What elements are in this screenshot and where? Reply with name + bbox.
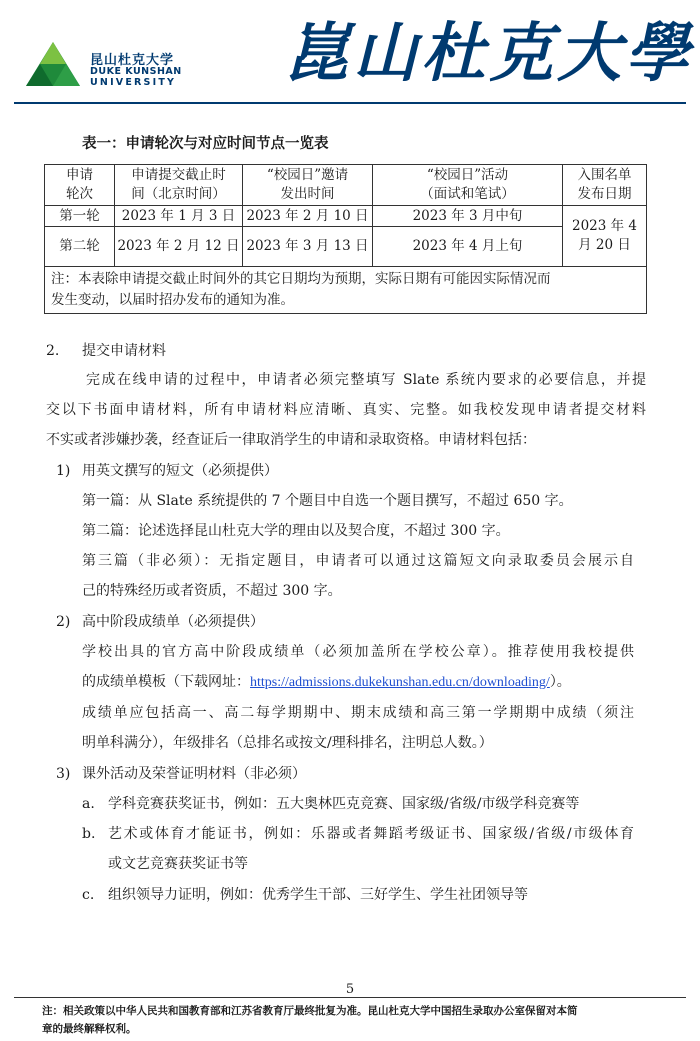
page-number: 5 <box>345 982 355 997</box>
calligraphy-title: 崑山杜克大學 <box>285 16 693 91</box>
item-number: 1) <box>56 463 71 479</box>
subitem-letter: a. <box>82 796 95 812</box>
cell-deadline: 2023 年 1 月 3 日 <box>115 206 243 227</box>
table-row <box>45 206 647 227</box>
header-cell-deadline: 申请提交截止时 间（北京时间） <box>115 165 243 206</box>
cell-invite: 2023 年 2 月 10 日 <box>243 206 373 227</box>
cell-activity: 2023 年 4 月上旬 <box>373 227 563 267</box>
footer-divider <box>14 997 686 998</box>
item-title: 课外活动及荣誉证明材料（非必须） <box>82 766 306 782</box>
intro-line: 交以下书面申请材料，所有申请材料应清晰、真实、完整。如我校发现申请者提交材料 <box>46 402 646 418</box>
logo-english-name-line2: UNIVERSITY <box>90 77 177 88</box>
subitem-text: 学科竞赛获奖证书，例如：五大奥林匹克竞赛、国家级/省级/市级学科竞赛等 <box>108 796 580 812</box>
intro-line: 完成在线申请的过程中，申请者必须完整填写 Slate 系统内要求的必要信息，并提 <box>86 372 646 388</box>
table-title: 表一：申请轮次与对应时间节点一览表 <box>82 135 329 152</box>
section-title: 提交申请材料 <box>82 343 166 359</box>
essay-line: 第三篇（非必须）：无指定题目，申请者可以通过这篇短文向录取委员会展示自 <box>82 553 634 569</box>
logo-english-name-line1: DUKE KUNSHAN <box>90 66 182 77</box>
download-link[interactable]: https://admissions.dukekunshan.edu.cn/downloading/ <box>250 675 550 690</box>
subitem-text: 艺术或体育才能证书，例如：乐器或者舞蹈考级证书、国家级/省级/市级体育 <box>108 826 634 842</box>
header-cell-release: 入围名单 发布日期 <box>563 165 647 206</box>
subitem-letter: b. <box>82 826 96 842</box>
logo-chinese-name: 昆山杜克大学 <box>90 53 175 68</box>
header-cell-round: 申请 轮次 <box>45 165 115 206</box>
intro-line: 不实或者涉嫌抄袭，经查证后一律取消学生的申请和录取资格。申请材料包括： <box>46 432 536 448</box>
cell-round: 第二轮 <box>45 227 115 267</box>
item-title: 高中阶段成绩单（必须提供） <box>82 614 264 630</box>
subitem-text: 或文艺竞赛获奖证书等 <box>108 856 248 872</box>
item-title: 用英文撰写的短文（必须提供） <box>82 463 278 479</box>
cell-invite: 2023 年 3 月 13 日 <box>243 227 373 267</box>
footer-note: 注：相关政策以中华人民共和国教育部和江苏省教育厅最终批复为准。昆山杜克大学中国招生录取办公室保留对本简 章的最终解释权利。 <box>42 1005 578 1035</box>
item-number: 3) <box>56 766 71 782</box>
essay-line: 第一篇：从 Slate 系统提供的 7 个题目中自选一个题目撰写，不超过 650 字。 <box>82 493 573 509</box>
dku-logo-icon <box>22 40 84 88</box>
transcript-line: 成绩单应包括高一、高二每学期期中、期末成绩和高三第一学期期中成绩（须注 <box>82 705 634 721</box>
subitem-letter: c. <box>82 887 95 903</box>
header-cell-invite: “校园日”邀请 发出时间 <box>243 165 373 206</box>
transcript-line: 的成绩单模板（下载网址：https://admissions.dukekunshan.edu.cn/downloading/）。 <box>82 674 571 690</box>
schedule-table <box>44 164 647 314</box>
subitem-text: 组织领导力证明，例如：优秀学生干部、三好学生、学生社团领导等 <box>108 887 528 903</box>
section-number: 2. <box>46 343 60 359</box>
cell-activity: 2023 年 3 月中旬 <box>373 206 563 227</box>
cell-round: 第一轮 <box>45 206 115 227</box>
transcript-line: 学校出具的官方高中阶段成绩单（必须加盖所在学校公章）。推荐使用我校提供 <box>82 644 634 660</box>
essay-line: 第二篇：论述选择昆山杜克大学的理由以及契合度，不超过 300 字。 <box>82 523 510 539</box>
item-number: 2) <box>56 614 71 630</box>
header-cell-activity: “校园日”活动 （面试和笔试） <box>373 165 563 206</box>
header-divider <box>14 102 686 104</box>
table-header-row <box>45 165 647 206</box>
cell-deadline: 2023 年 2 月 12 日 <box>115 227 243 267</box>
transcript-line: 明单科满分），年级排名（总排名或按文/理科排名，注明总人数。） <box>82 735 493 751</box>
table-note-row <box>45 267 647 314</box>
page-header <box>0 0 700 108</box>
essay-line: 己的特殊经历或者资质，不超过 300 字。 <box>82 583 342 599</box>
cell-release-date: 2023 年 4 月 20 日 <box>563 206 647 267</box>
table-note: 注：本表除申请提交截止时间外的其它日期均为预期，实际日期有可能因实际情况而 发生变动，以届时招办发布的通知为准。 <box>45 267 647 314</box>
table-row <box>45 227 647 267</box>
